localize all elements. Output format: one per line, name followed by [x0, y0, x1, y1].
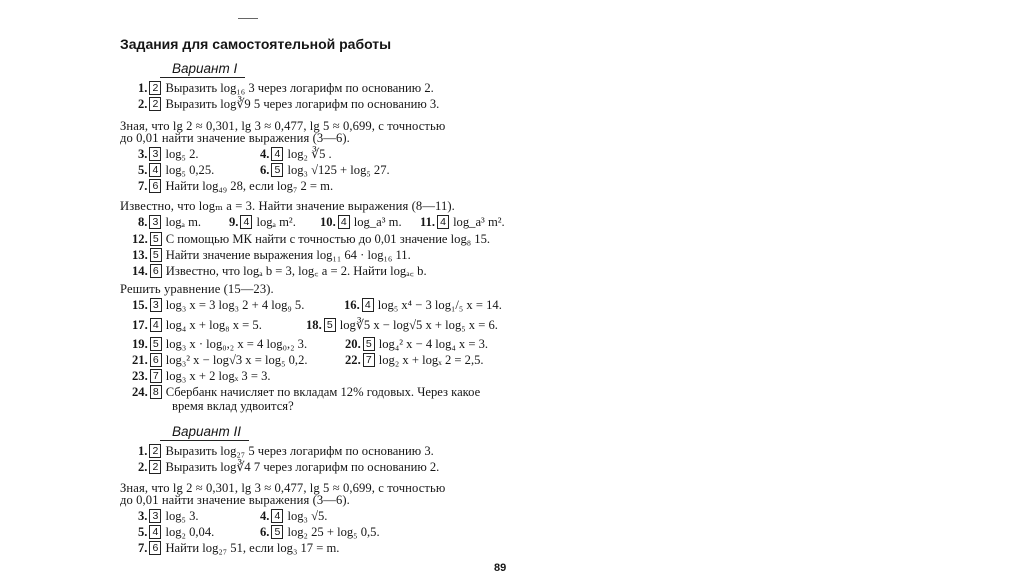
v1-task-4: 4. 4 log₂ ∛5 . — [260, 147, 332, 161]
v1-task-13: 13. 5 Найти значение выражения log₁₁ 64 · log₁₆ 11. — [132, 248, 411, 262]
v1-task-18: 18. 5 log∛5 x − log√5 x + log₅ x = 6. — [306, 318, 498, 332]
v1-task-10: 10. 4 log_a³ m. — [320, 215, 402, 229]
v1-task-1: 1. 2 Выразить log₁₆ 3 через логарифм по основанию 2. — [138, 81, 434, 95]
v1-task-15: 15. 3 log₃ x = 3 log₃ 2 + 4 log₉ 5. — [132, 298, 305, 312]
v1-task-21: 21. 6 log₃² x − log√3 x = log₅ 0,2. — [132, 353, 308, 367]
v1-intro-3: Решить уравнение (15—23). — [120, 282, 274, 296]
v1-task-20: 20. 5 log₄² x − 4 log₄ x = 3. — [345, 337, 489, 351]
v1-intro-1a: Зная, что lg 2 ≈ 0,301, lg 3 ≈ 0,477, lg 5 ≈ 0,699, с точностью — [120, 119, 446, 133]
v1-task-14: 14. 6 Известно, что logₐ b = 3, log꜀ a = 2. Найти logₐ꜀ b. — [132, 264, 427, 278]
v1-task-7: 7. 6 Найти log₄₉ 28, если log₇ 2 = m. — [138, 179, 334, 193]
v2-task-4: 4. 4 log₃ √5. — [260, 509, 328, 523]
top-mark — [238, 18, 258, 19]
variant2-title: Вариант II — [160, 424, 249, 441]
v1-task-23: 23. 7 log₃ x + 2 logₓ 3 = 3. — [132, 369, 271, 383]
v1-task-24-continued: время вклад удвоится? — [172, 399, 294, 413]
v2-intro-1b: до 0,01 найти значение выражения (3—6). — [120, 493, 350, 507]
v2-task-3: 3. 3 log₅ 3. — [138, 509, 199, 523]
v1-task-19: 19. 5 log₃ x · log₀,₂ x = 4 log₀,₂ 3. — [132, 337, 308, 351]
v1-task-24: 24. 8 Сбербанк начисляет по вкладам 12% годовых. Через какое — [132, 385, 481, 399]
v1-task-6: 6. 5 log₃ √125 + log₅ 27. — [260, 163, 390, 177]
v2-task-7: 7. 6 Найти log₂₇ 51, если log₃ 17 = m. — [138, 541, 340, 555]
v2-task-5: 5. 4 log₂ 0,04. — [138, 525, 215, 539]
v1-task-8: 8. 3 logₐ m. — [138, 215, 202, 229]
page-number: 89 — [494, 562, 507, 574]
v2-task-1: 1. 2 Выразить log₂₇ 5 через логарифм по основанию 3. — [138, 444, 434, 458]
v1-task-17: 17. 4 log₄ x + log₈ x = 5. — [132, 318, 262, 332]
v1-intro-2: Известно, что logₘ a = 3. Найти значение выражения (8—11). — [120, 199, 455, 213]
v1-intro-1b: до 0,01 найти значение выражения (3—6). — [120, 131, 350, 145]
v1-task-9: 9. 4 logₐ m². — [229, 215, 296, 229]
v1-task-5: 5. 4 log₅ 0,25. — [138, 163, 215, 177]
v2-intro-1a: Зная, что lg 2 ≈ 0,301, lg 3 ≈ 0,477, lg 5 ≈ 0,699, с точностью — [120, 481, 446, 495]
v2-task-2: 2. 2 Выразить log∛4 7 через логарифм по основанию 2. — [138, 460, 440, 474]
page-heading: Задания для самостоятельной работы — [120, 36, 392, 52]
v1-task-3: 3. 3 log₅ 2. — [138, 147, 199, 161]
v1-task-16: 16. 4 log₅ x⁴ − 3 log₁/₅ x = 14. — [344, 298, 502, 312]
v1-task-11: 11. 4 log_a³ m². — [420, 215, 505, 229]
v2-task-6: 6. 5 log₂ 25 + log₅ 0,5. — [260, 525, 380, 539]
v1-task-2: 2. 2 Выразить log∛9 5 через логарифм по основанию 3. — [138, 97, 440, 111]
variant1-title: Вариант I — [160, 61, 245, 78]
v1-task-12: 12. 5 С помощью МК найти с точностью до 0,01 значение log₈ 15. — [132, 232, 491, 246]
v1-task-22: 22. 7 log₂ x + logₓ 2 = 2,5. — [345, 353, 484, 367]
